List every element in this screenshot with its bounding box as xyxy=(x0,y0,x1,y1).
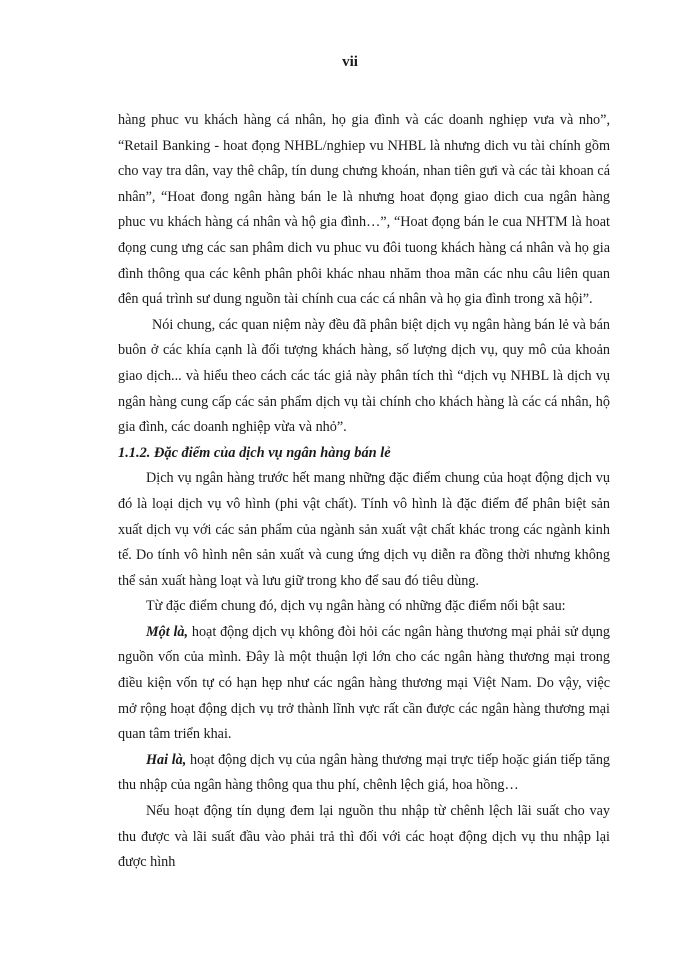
paragraph-summary: Nói chung, các quan niệm này đều đã phân biệt dịch vụ ngân hàng bán lẻ và bán buôn ở các khía cạnh là đối tượng khách hàng, số lượng dịch vụ, quy mô của khoản giao dịch... và hiểu theo cách các tác giả này phân tích thì “dịch vụ NHBL là dịch vụ ngân hàng cung cấp các sản phẩm dịch vụ tài chính cho khách hàng là các cá nhân, hộ gia đình, các doanh nghiệp vừa và nhỏ”. xyxy=(118,316,610,436)
section-heading: 1.1.2. Đặc điểm của dịch vụ ngân hàng bán lẻ xyxy=(118,444,391,461)
body-text xyxy=(118,108,610,876)
paragraph-features-intro: Từ đặc điểm chung đó, dịch vụ ngân hàng có những đặc điểm nổi bật sau: xyxy=(146,598,566,615)
paragraph-feature-one xyxy=(118,620,610,748)
paragraph-definitions: hàng phuc vu khách hàng cá nhân, họ gia đình và các doanh nghiẹp vưa và nho”, “Retail Banking - hoat đọng NHBL/nghiep vu NHBL là nhưng dich vu tài chính gồm cho vay tra dân, vay thê châp, tín dung chưng khoán, nhan tiên gưi và các tài khoan cá nhân”, “Hoat đong ngân hàng bán le là nhưng hoat đọng giao dich cua ngân hàng phuc vu khách hàng cá nhân và hộ gia đình…”, “Hoat đọng bán le cua NHTM là hoat đọng cung ưng các san phâm dich vu phuc vu đôi tuong khách hàng cá nhân và họ gia đình thông qua các kênh phân phôi khác nhau nhăm thoa mãn các nhu câu liên quan đên quá trình sư dung nguồn tài chính cua các cá nhân và họ gia đình trong xã hội”. xyxy=(118,112,610,308)
feature-one-text: hoạt động dịch vụ không đòi hỏi các ngân hàng thương mại phải sử dụng nguồn vốn của mình. Đây là một thuận lợi lớn cho các ngân hàng thương mại trong điều kiện vốn tự có hạn hẹp như các ngân hàng thương mại Việt Nam. Do vậy, việc mở rộng hoạt động dịch vụ trở thành lĩnh vực rất cần được các ngân hàng thương mại quan tâm triển khai. xyxy=(118,623,610,743)
feature-one-lead: Một là, xyxy=(146,623,189,640)
page-number: vii xyxy=(342,54,358,70)
paragraph-income: Nếu hoạt động tín dụng đem lại nguồn thu nhập từ chênh lệch lãi suất cho vay thu được và lãi suất đầu vào phải trả thì đối với các hoạt động dịch vụ thu nhập lại được hình xyxy=(118,803,610,871)
feature-two-text: hoạt động dịch vụ của ngân hàng thương mại trực tiếp hoặc gián tiếp tăng thu nhập của ngân hàng thông qua thu phí, chênh lệch giá, hoa hồng… xyxy=(118,751,611,794)
feature-two-lead: Hai là, xyxy=(146,751,187,768)
paragraph-intangible: Dịch vụ ngân hàng trước hết mang những đặc điểm chung của hoạt động dịch vụ đó là loại dịch vụ vô hình (phi vật chất). Tính vô hình là đặc điểm để phân biệt sản xuất dịch vụ với các sản phẩm của ngành sản xuất vật chất khác trong các ngành kinh tế. Do tính vô hình nên sản xuất và cung ứng dịch vụ diễn ra đồng thời nhưng không thể sản xuất hàng loạt và lưu giữ trong kho để sau đó tiêu dùng. xyxy=(118,470,610,589)
paragraph-feature-two xyxy=(118,748,610,799)
